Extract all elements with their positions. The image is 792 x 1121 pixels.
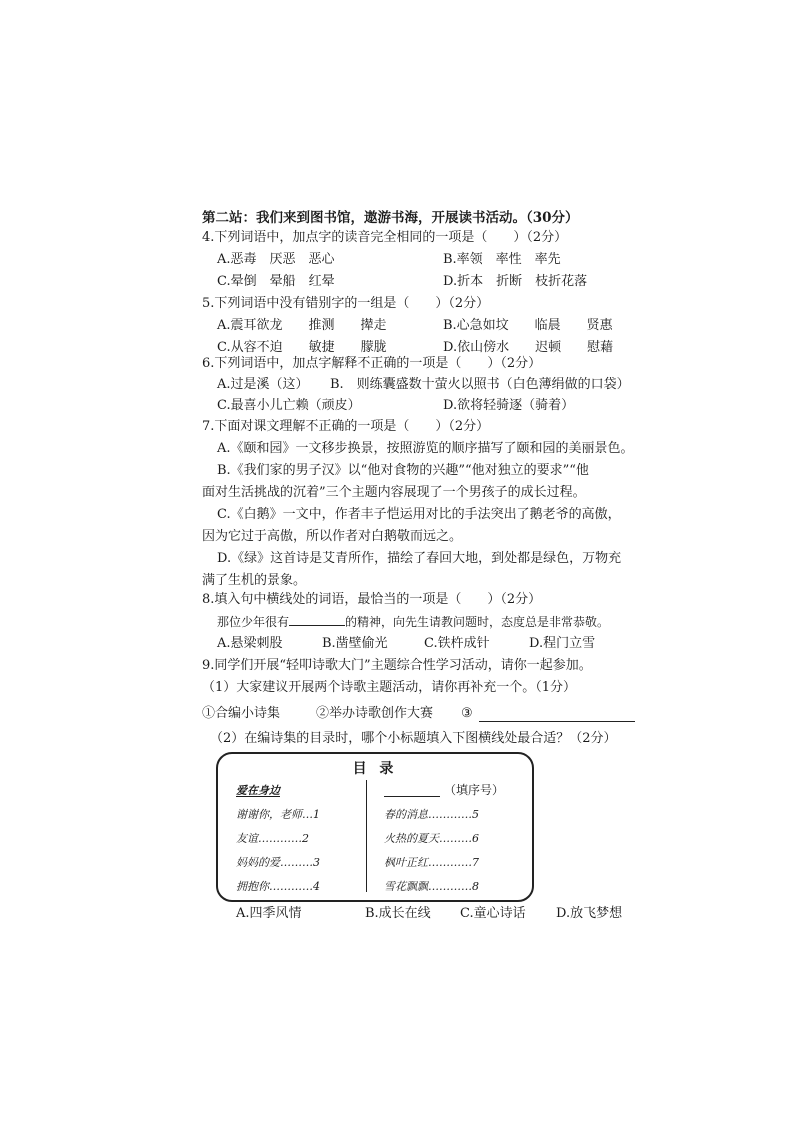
q8-stem: 8.填入句中横线处的词语，最恰当的一项是（ ）（2分） xyxy=(202,592,542,607)
q9-part1: （1）大家建议开展两个诗歌主题活动，请你再补充一个。（1分） xyxy=(202,680,577,695)
toc-right-item-7: 枫叶正红…………7 xyxy=(384,856,479,869)
q9-part2: （2）在编诗集的目录时，哪个小标题填入下图横线处最合适？（2分） xyxy=(210,731,617,746)
toc-divider xyxy=(366,780,367,892)
q5-option-a: A.震耳欲龙 推测 撵走 xyxy=(217,318,387,333)
q7-stem: 7.下面对课文理解不正确的一项是（ ）（2分） xyxy=(202,419,490,434)
toc-left-heading: 爱在身边 xyxy=(236,784,280,797)
q4-option-a: A.恶毒 厌恶 恶心 xyxy=(217,252,335,267)
toc-title: 目 录 xyxy=(352,761,398,777)
q8-option-c: C.铁杵成针 xyxy=(424,636,490,651)
q5-option-d: D.依山傍水 迟顿 慰藉 xyxy=(443,340,614,355)
q9-option-c: C.童心诗话 xyxy=(460,906,526,921)
q5-option-c: C.从容不迫 敏捷 朦胧 xyxy=(217,340,387,355)
toc-left-item-4: 拥抱你…………4 xyxy=(236,880,320,893)
q9-stem: 9.同学们开展“轻叩诗歌大门”主题综合性学习活动，请你一起参加。 xyxy=(202,658,592,673)
q4-option-c: C.晕倒 晕船 红晕 xyxy=(217,274,335,289)
q6-option-a: A.过是溪（这） xyxy=(217,377,309,392)
q4-option-b: B.率领 率性 率先 xyxy=(443,252,561,267)
toc-left-item-3: 妈妈的爱………3 xyxy=(236,856,320,869)
q7-option-d-line2: 满了生机的景象。 xyxy=(202,573,307,588)
q7-option-d-line1: D.《绿》这首诗是艾青所作，描绘了春回大地，到处都是绿色，万物充 xyxy=(217,551,622,566)
q8-option-a: A.悬梁刺股 xyxy=(217,636,283,651)
q4-option-d: D.折本 折断 枝折花落 xyxy=(443,274,588,289)
q9-option-d: D.放飞梦想 xyxy=(556,906,623,921)
q6-stem: 6.下列词语中，加点字解释不正确的一项是（ ）（2分） xyxy=(202,356,542,371)
q8-option-b: B.凿壁偷光 xyxy=(322,636,388,651)
q6-option-c: C.最喜小儿亡赖（顽皮） xyxy=(217,398,361,413)
q8-sentence-pre: 那位少年很有 xyxy=(217,615,290,629)
q7-option-c-line2: 因为它过于高傲，所以作者对白鹅敬而远之。 xyxy=(202,529,463,544)
station-title: 第二站：我们来到图书馆，遨游书海，开展读书活动。（30分） xyxy=(202,210,579,226)
toc-right-item-6: 火热的夏天………6 xyxy=(384,832,479,845)
toc-right-heading-blank[interactable] xyxy=(384,783,440,797)
q6-option-d: D.欲将轻骑逐（骑着） xyxy=(443,398,575,413)
q7-option-c-line1: C.《白鹅》一文中，作者丰子恺运用对比的手法突出了鹅老爷的高傲， xyxy=(217,507,621,522)
toc-right-heading: （填序号） xyxy=(444,783,505,797)
q7-option-b-line2: 面对生活挑战的沉着”三个主题内容展现了一个男孩子的成长过程。 xyxy=(202,485,586,500)
q7-option-a: A.《颐和园》一文移步换景，按照游览的顺序描写了颐和园的美丽景色。 xyxy=(217,441,634,456)
q7-option-b-line1: B.《我们家的男子汉》以“他对食物的兴趣”“他对独立的要求”“他 xyxy=(217,463,589,478)
q5-option-b: B.心急如坟 临晨 贤惠 xyxy=(443,318,613,333)
q9-opt3: ③ xyxy=(461,706,473,721)
q4-stem: 4.下列词语中，加点字的读音完全相同的一项是（ ）（2分） xyxy=(202,230,568,245)
q9-opt2: ②举办诗歌创作大赛 xyxy=(316,706,434,721)
q5-stem: 5.下列词语中没有错别字的一组是（ ）（2分） xyxy=(202,296,490,311)
toc-left-item-2: 友谊…………2 xyxy=(236,832,309,845)
toc-box xyxy=(216,752,534,902)
toc-left-item-1: 谢谢你，老师…1 xyxy=(236,808,320,821)
q9-opt3-answer-line[interactable] xyxy=(479,707,635,722)
q9-option-a: A.四季风情 xyxy=(236,906,302,921)
q8-sentence xyxy=(217,614,609,630)
q8-option-d: D.程门立雪 xyxy=(529,636,596,651)
q6-option-b: B. 则练囊盛数十萤火以照书（白色薄绢做的口袋） xyxy=(330,377,630,392)
q9-opt1: ①合编小诗集 xyxy=(202,706,281,721)
toc-right-item-5: 春的消息…………5 xyxy=(384,808,479,821)
q9-option-b: B.成长在线 xyxy=(365,906,431,921)
toc-right-item-8: 雪花飘飘…………8 xyxy=(384,880,479,893)
q8-sentence-post: 的精神，向先生请教问题时，态度总是非常恭敬。 xyxy=(345,615,610,629)
q8-blank-line[interactable] xyxy=(289,614,345,626)
